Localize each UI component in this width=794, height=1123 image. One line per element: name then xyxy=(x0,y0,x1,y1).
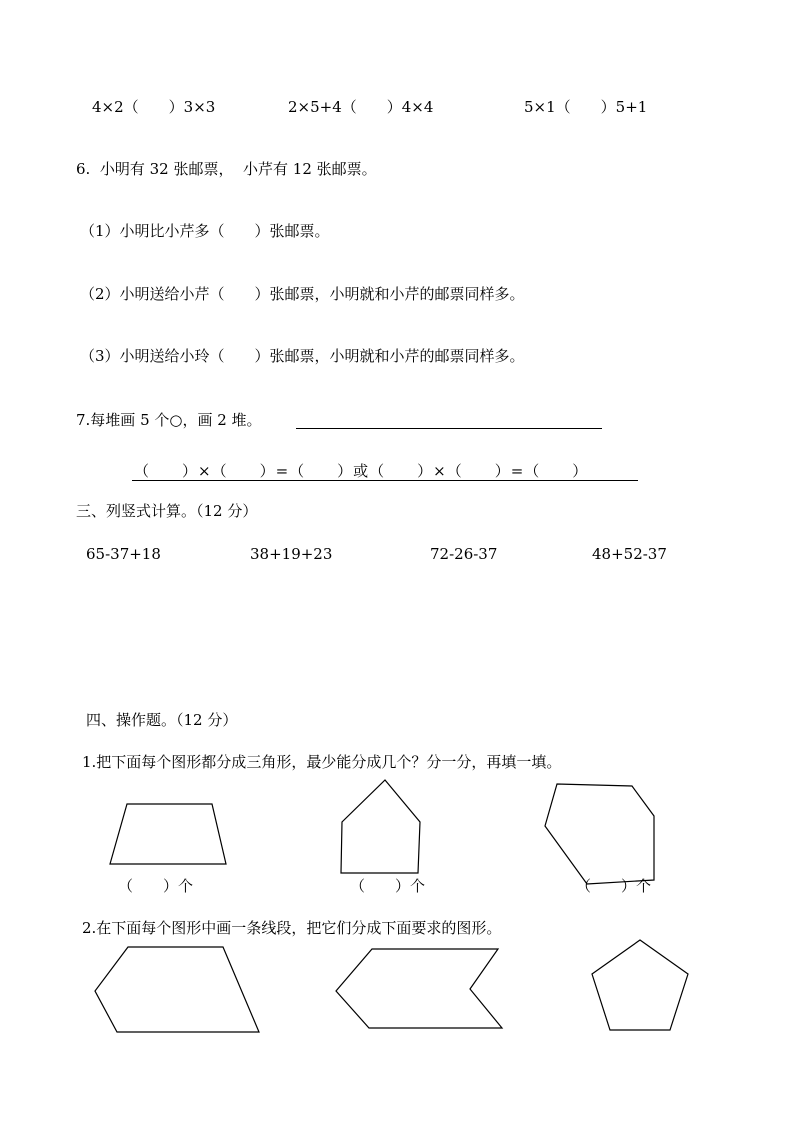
expr-2: 38+19+23 xyxy=(250,545,333,563)
pentagon-house-shape xyxy=(341,780,420,873)
regular-pentagon-shape xyxy=(592,940,688,1030)
compare-item-1: 4×2（ ）3×3 xyxy=(92,98,216,116)
q6-item-2: （2）小明送给小芹（ ）张邮票，小明就和小芹的邮票同样多。 xyxy=(80,285,525,303)
s4-q1-text: 1.把下面每个图形都分成三角形，最少能分成几个？分一分，再填一填。 xyxy=(82,753,562,771)
expr-4: 48+52-37 xyxy=(592,545,667,563)
expr-1: 65-37+18 xyxy=(86,545,161,563)
expr-3: 72-26-37 xyxy=(430,545,498,563)
hexagon-shape xyxy=(95,947,259,1032)
q7-title: 7.每堆画 5 个○，画 2 堆。 xyxy=(76,411,262,429)
s4-q1-answer-1[interactable]: （ ）个 xyxy=(118,877,194,895)
q6-title: 6. 小明有 32 张邮票， 小芹有 12 张邮票。 xyxy=(76,160,377,178)
compare-item-3: 5×1（ ）5+1 xyxy=(524,98,648,116)
section3-heading: 三、列竖式计算。（12 分） xyxy=(76,502,258,520)
s4-q1-answer-2[interactable]: （ ）个 xyxy=(350,877,426,895)
q6-item-1: （1）小明比小芹多（ ）张邮票。 xyxy=(80,222,330,240)
s4-q1-answer-3[interactable]: （ ）个 xyxy=(576,877,652,895)
s4-q2-text: 2.在下面每个图形中画一条线段，把它们分成下面要求的图形。 xyxy=(82,919,502,937)
section4-heading: 四、操作题。（12 分） xyxy=(86,711,238,729)
compare-item-2: 2×5+4（ ）4×4 xyxy=(288,98,434,116)
q6-item-3: （3）小明送给小玲（ ）张邮票，小明就和小芹的邮票同样多。 xyxy=(80,347,525,365)
q7-formula[interactable]: （ ）×（ ）=（ ）或（ ）×（ ）=（ ） xyxy=(134,462,589,480)
trapezoid-shape xyxy=(110,804,226,864)
irregular-hexagon-shape xyxy=(545,784,654,884)
arrow-notched-shape xyxy=(336,949,502,1028)
